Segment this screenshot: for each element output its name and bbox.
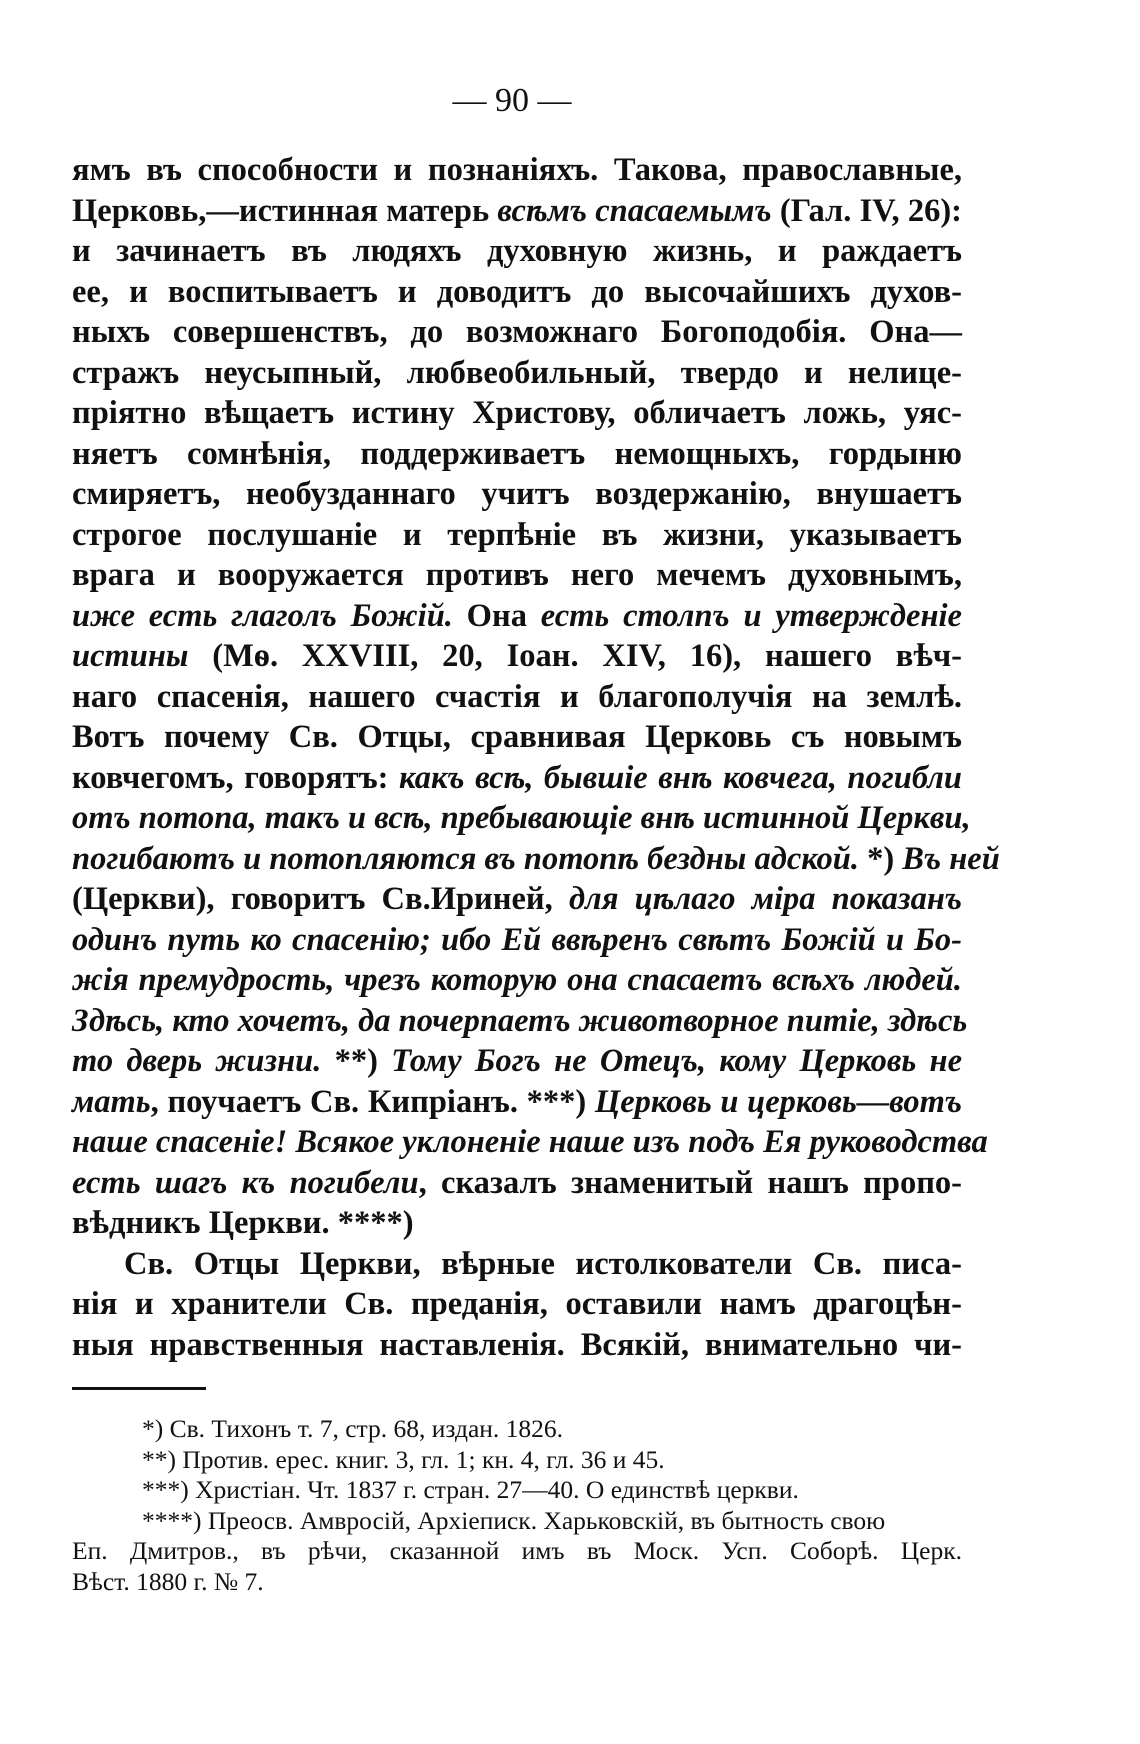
page-number: — 90 — [452, 82, 572, 119]
text-line: ямъ въ способности и познаніяхъ. Такова, православные, [72, 152, 962, 188]
text-line: Св. Отцы Церкви, вѣрные истолкователи Св. писа- [124, 1245, 962, 1282]
text-line: няетъ сомнѣнія, поддерживаетъ немощныхъ, гордыню [72, 435, 962, 472]
text-line: наго спасенія, нашего счастія и благополучія на землѣ. [72, 678, 962, 715]
text-line: погибаютъ и потопляются въ потопѣ бездны адской. *) Въ ней [72, 840, 1000, 877]
text-line: и зачинаетъ въ людяхъ духовную жизнь, и раждаетъ [72, 233, 962, 269]
footnote-line: ****) Преосв. Амвросій, Архіеписк. Харьковскій, въ бытность свою [142, 1505, 886, 1535]
paragraph-1 [72, 150, 1000, 1244]
paragraph-2 [72, 1244, 962, 1366]
text-line: истины (Мѳ. XXVIII, 20, Іоан. XIV, 16), нашего вѣч- [72, 638, 962, 674]
text-line: нія и хранители Св. преданія, оставили намъ драгоцѣн- [72, 1286, 962, 1322]
text-line: врага и вооружается противъ него мечемъ духовнымъ, [72, 557, 962, 593]
text-line: пріятно вѣщаетъ истину Христову, обличаетъ ложь, уяс- [72, 395, 962, 431]
text-line: одинъ путь ко спасенію; ибо Ей ввѣренъ свѣтъ Божій и Бо- [72, 921, 962, 958]
text-line: Здѣсь, кто хочетъ, да почерпаетъ животворное питіе, здѣсь [72, 1002, 968, 1039]
text-line: Вотъ почему Св. Отцы, сравнивая Церковь съ новымъ [72, 719, 962, 755]
text-line: наше спасеніе! Всякое уклоненіе наше изъ подъ Ея руководства [72, 1124, 988, 1160]
text-line: (Церкви), говоритъ Св.Ириней, для цѣлаго міра показанъ [72, 881, 962, 917]
footnotes [72, 1414, 962, 1597]
text-line: ее, и воспитываетъ и доводитъ до высочайшихъ духов- [72, 273, 962, 310]
text-line: ныя нравственныя наставленія. Всякій, внимательно чи- [72, 1326, 962, 1363]
footnote-line: Еп. Дмитров., въ рѣчи, сказанной имъ въ Моск. Усп. Соборѣ. Церк. [72, 1536, 962, 1565]
text-line: мать, поучаетъ Св. Кипріанъ. ***) Церковь и церковь—вотъ [72, 1083, 962, 1120]
text-line: ныхъ совершенствъ, до возможнаго Богоподобія. Она— [72, 314, 962, 350]
footnote-line: Вѣст. 1880 г. № 7. [72, 1566, 264, 1596]
text-line: смиряетъ, необузданнаго учитъ воздержанію, внушаетъ [72, 476, 962, 512]
footnote-line: **) Против. ерес. книг. 3, гл. 1; кн. 4, гл. 36 и 45. [142, 1444, 665, 1474]
text-line: строгое послушаніе и терпѣніе въ жизни, указываетъ [72, 516, 962, 553]
text-line: жія премудрость, чрезъ которую она спасаетъ всѣхъ людей. [72, 962, 962, 998]
text-line: ковчегомъ, говорятъ: какъ всѣ, бывшіе внѣ ковчега, погибли [72, 759, 962, 796]
text-line: Церковь,—истинная матерь всѣмъ спасаемымъ (Гал. IV, 26): [72, 192, 963, 229]
text-line: вѣдникъ Церкви. ****) [72, 1205, 414, 1241]
footnote-line: ***) Христіан. Чт. 1837 г. стран. 27—40. О единствѣ церкви. [142, 1475, 799, 1504]
text-line: стражъ неусыпный, любвеобильный, твердо и нелице- [72, 354, 962, 391]
text-line: отъ потопа, такъ и всѣ, пребывающіе внѣ истинной Церкви, [72, 800, 971, 836]
footnote-divider [72, 1387, 206, 1390]
text-line: иже есть глаголъ Божій. Она есть столпъ и утвержденіе [72, 597, 962, 634]
text-line: есть шагъ къ погибели, сказалъ знаменитый нашъ пропо- [72, 1164, 963, 1201]
main-text [72, 150, 1000, 1365]
footnote-line: *) Св. Тихонъ т. 7, стр. 68, издан. 1826. [142, 1414, 564, 1443]
text-line: то дверь жизни. **) Тому Богъ не Отецъ, кому Церковь не [72, 1043, 962, 1079]
